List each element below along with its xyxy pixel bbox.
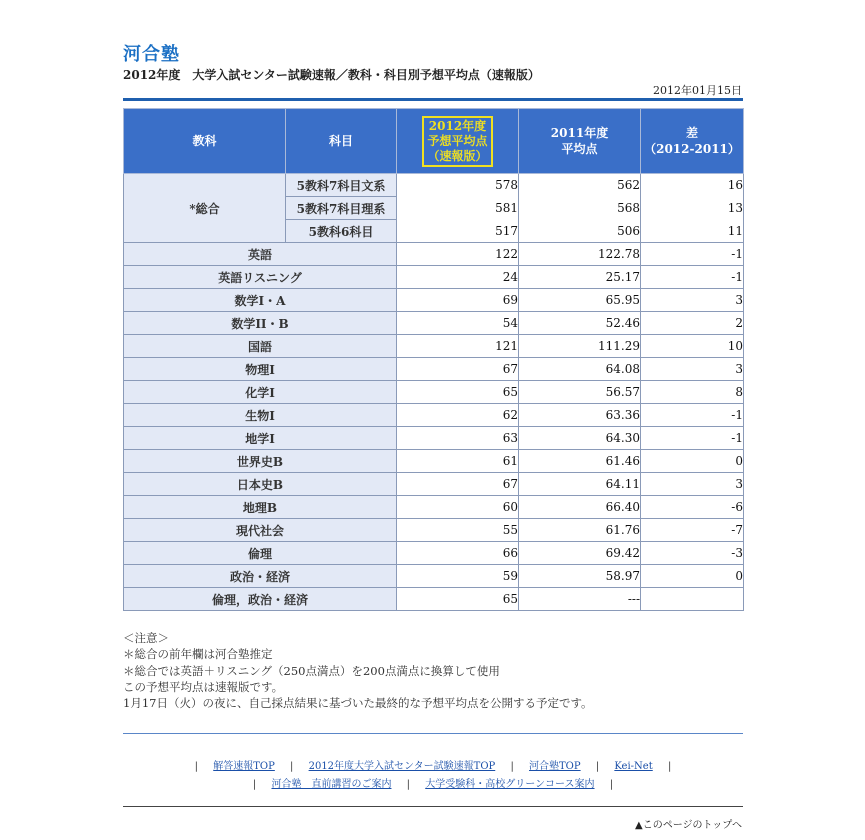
avg-2011-value: 52.46 [519, 312, 641, 335]
subject-label: 倫理，政治・経済 [124, 588, 397, 611]
predicted-2012-value: 60 [397, 496, 519, 519]
avg-2011-value: 63.36 [519, 404, 641, 427]
diff-value: 3 [641, 289, 744, 312]
subject-label: 地理B [124, 496, 397, 519]
subject-label: 英語 [124, 243, 397, 266]
avg-2011-value: 58.97 [519, 565, 641, 588]
footer-divider [123, 733, 743, 734]
avg-2011-value: 25.17 [519, 266, 641, 289]
back-to-top-link[interactable]: ▲このページのトップへ [635, 820, 742, 831]
predicted-header-line1: 2012年度 [428, 118, 487, 133]
subject-label: 日本史B [124, 473, 397, 496]
subject-label: 地学I [124, 427, 397, 450]
diff-value: -6 [641, 496, 744, 519]
page-title: 2012年度 大学入試センター試験速報／教科・科目別予想平均点（速報版） [123, 68, 540, 82]
table-row [124, 496, 744, 519]
diff-value: 0 [641, 565, 744, 588]
kawaijuku-logo[interactable]: 河合塾 [123, 44, 180, 65]
diff-value: -1 [641, 404, 744, 427]
avg-2011-value: 122.78 [519, 243, 641, 266]
avg-2011-value: 506 [519, 220, 641, 243]
header-divider [123, 98, 743, 101]
diff-value: 8 [641, 381, 744, 404]
predicted-2012-value: 122 [397, 243, 519, 266]
table-row [124, 312, 744, 335]
avg-header-line1: 2011年度 [550, 126, 609, 140]
table-row [124, 381, 744, 404]
predicted-2012-value: 65 [397, 588, 519, 611]
table-row [124, 289, 744, 312]
bottom-divider [123, 806, 743, 807]
total-subject: 5教科6科目 [286, 220, 397, 243]
avg-2011-value: 56.57 [519, 381, 641, 404]
total-label: *総合 [124, 174, 286, 243]
diff-value: 3 [641, 473, 744, 496]
diff-value: -1 [641, 243, 744, 266]
subject-label: 世界史B [124, 450, 397, 473]
diff-value: 10 [641, 335, 744, 358]
predicted-2012-value: 59 [397, 565, 519, 588]
subject-label: 現代社会 [124, 519, 397, 542]
avg-2011-value: 111.29 [519, 335, 641, 358]
predicted-2012-value: 121 [397, 335, 519, 358]
table-row [124, 358, 744, 381]
subject-label: 生物I [124, 404, 397, 427]
table-header-row [124, 109, 744, 174]
avg-2011-value: 69.42 [519, 542, 641, 565]
publish-date: 2012年01月15日 [653, 84, 742, 97]
avg-2011-value: 64.11 [519, 473, 641, 496]
diff-value: -3 [641, 542, 744, 565]
avg-2011-value: 65.95 [519, 289, 641, 312]
diff-value [641, 588, 744, 611]
predicted-2012-value: 65 [397, 381, 519, 404]
total-subject: 5教科7科目理系 [286, 197, 397, 220]
avg-2011-value: 568 [519, 197, 641, 220]
predicted-2012-value: 578 [397, 174, 519, 197]
predicted-header-line3: （速報版） [427, 148, 488, 163]
link-kei-net[interactable]: Kei-Net [614, 761, 653, 772]
footer-links-row1: | 解答速報TOP | 2012年度大学入試センター試験速報TOP | 河合塾TOP | Kei-Net | [194, 761, 672, 772]
score-table [123, 108, 744, 611]
diff-value: 2 [641, 312, 744, 335]
predicted-2012-value: 61 [397, 450, 519, 473]
table-row [124, 243, 744, 266]
avg-2011-value: --- [519, 588, 641, 611]
diff-value: 0 [641, 450, 744, 473]
note-line: 1月17日（火）の夜に、自己採点結果に基づいた最終的な予想平均点を公開する予定です。 [123, 696, 593, 711]
note-line: ＊総合では英語＋リスニング（250点満点）を200点満点に換算して使用 [123, 663, 500, 678]
col-header-subject-group: 教科 [124, 109, 286, 174]
table-row [124, 473, 744, 496]
avg-2011-value: 64.08 [519, 358, 641, 381]
predicted-2012-value: 69 [397, 289, 519, 312]
predicted-2012-value: 63 [397, 427, 519, 450]
link-green-course[interactable]: 大学受験科・高校グリーンコース案内 [425, 779, 595, 790]
predicted-2012-value: 54 [397, 312, 519, 335]
diff-value: 3 [641, 358, 744, 381]
diff-value: 13 [641, 197, 744, 220]
predicted-2012-value: 66 [397, 542, 519, 565]
link-pre-exam-course[interactable]: 河合塾 直前講習のご案内 [271, 779, 392, 790]
col-header-predicted-2012 [397, 109, 519, 174]
diff-value: 16 [641, 174, 744, 197]
link-center-exam-top[interactable]: 2012年度大学入試センター試験速報TOP [308, 761, 496, 772]
avg-2011-value: 61.46 [519, 450, 641, 473]
avg-2011-value: 66.40 [519, 496, 641, 519]
col-header-avg-2011 [519, 109, 641, 174]
table-row [124, 542, 744, 565]
table-row-total [124, 174, 744, 197]
note-line: ＊総合の前年欄は河合塾推定 [123, 647, 273, 662]
predicted-2012-value: 517 [397, 220, 519, 243]
subject-label: 国語 [124, 335, 397, 358]
avg-2011-value: 61.76 [519, 519, 641, 542]
table-row [124, 450, 744, 473]
table-row [124, 565, 744, 588]
col-header-diff [641, 109, 744, 174]
predicted-2012-value: 62 [397, 404, 519, 427]
total-subject: 5教科7科目文系 [286, 174, 397, 197]
subject-label: 政治・経済 [124, 565, 397, 588]
table-row [124, 519, 744, 542]
table-row [124, 588, 744, 611]
diff-header-line2: （2012-2011） [644, 142, 740, 156]
predicted-2012-value: 67 [397, 473, 519, 496]
link-answer-top[interactable]: 解答速報TOP [213, 761, 275, 772]
col-header-subject: 科目 [286, 109, 397, 174]
diff-header-line1: 差 [685, 126, 698, 140]
table-row [124, 266, 744, 289]
notes-heading: ＜注意＞ [123, 631, 169, 645]
subject-label: 倫理 [124, 542, 397, 565]
predicted-header-line2: 予想平均点 [427, 133, 488, 148]
predicted-2012-value: 581 [397, 197, 519, 220]
predicted-2012-value: 67 [397, 358, 519, 381]
subject-label: 数学I・A [124, 289, 397, 312]
diff-value: -7 [641, 519, 744, 542]
subject-label: 数学II・B [124, 312, 397, 335]
table-row [124, 404, 744, 427]
link-kawaijuku-top[interactable]: 河合塾TOP [529, 761, 581, 772]
avg-2011-value: 562 [519, 174, 641, 197]
avg-header-line2: 平均点 [561, 142, 598, 156]
subject-label: 物理I [124, 358, 397, 381]
predicted-2012-value: 24 [397, 266, 519, 289]
notes-section [123, 630, 593, 711]
footer-links-row2: | 河合塾 直前講習のご案内 | 大学受験科・高校グリーンコース案内 | [252, 779, 614, 790]
table-row [124, 427, 744, 450]
predicted-2012-value: 55 [397, 519, 519, 542]
subject-label: 英語リスニング [124, 266, 397, 289]
subject-label: 化学I [124, 381, 397, 404]
note-line: この予想平均点は速報版です。 [123, 679, 284, 694]
avg-2011-value: 64.30 [519, 427, 641, 450]
diff-value: -1 [641, 427, 744, 450]
table-row [124, 335, 744, 358]
diff-value: 11 [641, 220, 744, 243]
diff-value: -1 [641, 266, 744, 289]
